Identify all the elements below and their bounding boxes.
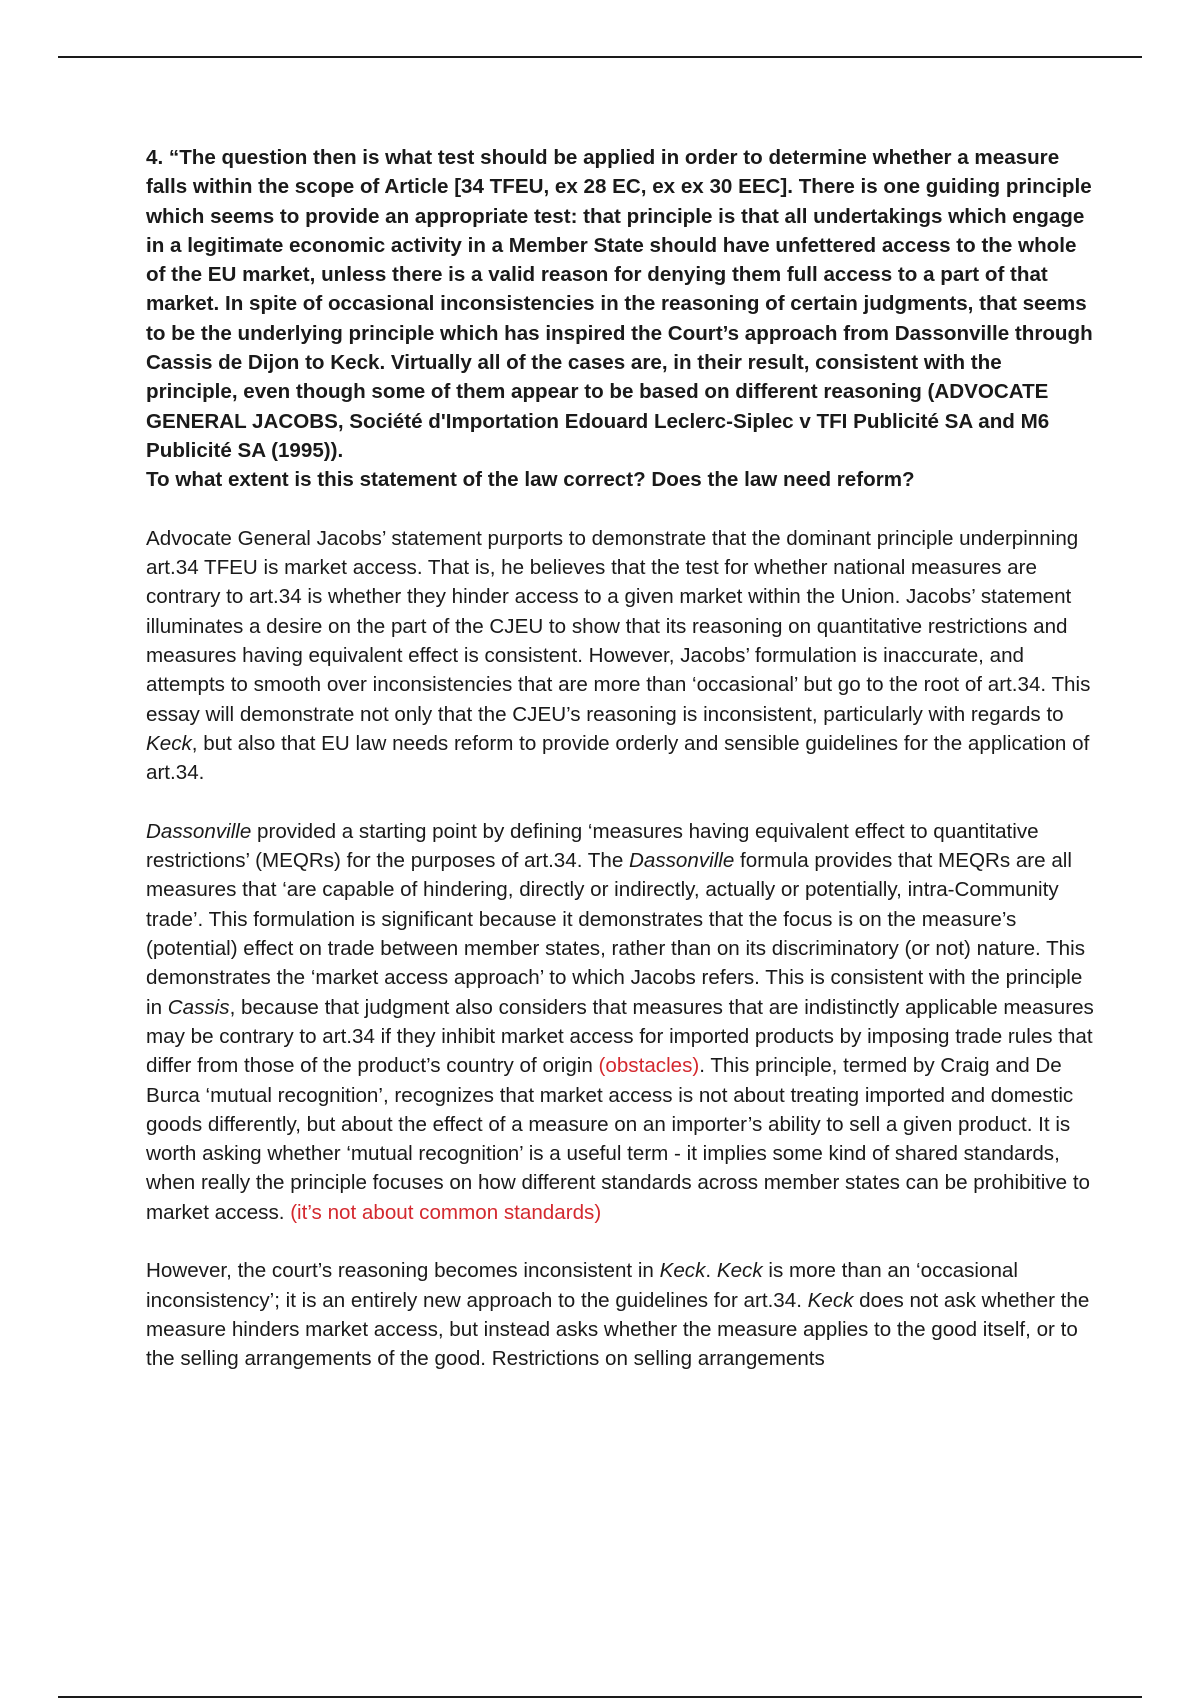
paragraph-text: , because that judgment also considers that measures that are indistinctly applicable measures may be contrary to art.34 if they inhibit market access for imported products by imposing trade rules that differ from those of the product’s country of origin — [146, 995, 1094, 1078]
annotation-note: (it’s not about common standards) — [290, 1200, 602, 1224]
paragraph-dassonville — [146, 817, 1096, 1227]
annotation-note: (obstacles) — [598, 1054, 700, 1078]
case-name: Cassis — [167, 995, 230, 1019]
header-rule — [58, 56, 1142, 58]
paragraph-text: provided a starting point by defining ‘measures having equivalent effect to quantitative restrictions’ (MEQRs) for the purposes of art.34. The — [146, 819, 1039, 873]
essay-question — [146, 143, 1096, 495]
paragraph-keck — [146, 1256, 1096, 1373]
paragraph-intro-end: , but also that EU law needs reform to provide orderly and sensible guidelines for the application of art.34. — [146, 731, 1090, 785]
paragraph-text: does not ask whether the measure hinders market access, but instead asks whether the measure applies to the good itself, or to the selling arrangements of the good. Restrictions on selling arrangements — [146, 1288, 1090, 1371]
paragraph-text: is more than an ‘occasional inconsistency’; it is an entirely new approach to the guidelines for art.34. — [146, 1259, 1018, 1312]
paragraph-text: . This principle, termed by Craig and De Burca ‘mutual recognition’, recognizes that market access is not about treating imported and domestic goods differently, but about the effect of a measure on an importer’s ability to sell a given product. It is worth asking whether ‘mutual recognition’ is a useful term - it implies some kind of shared standards, when really the principle focuses on how different standards across member states can be prohibitive to market access. — [146, 1054, 1091, 1224]
question-prompt: To what extent is this statement of the law correct? Does the law need reform? — [146, 468, 915, 492]
case-name: Dassonville — [146, 819, 252, 843]
paragraph-intro — [146, 524, 1096, 788]
footer-rule — [58, 1696, 1142, 1698]
case-name: Keck — [146, 731, 192, 755]
paragraph-intro-text: Advocate General Jacobs’ statement purports to demonstrate that the dominant principle underpinning art.34 TFEU is market access. That is, he believes that the test for whether national measures are contrary to art.34 is whether they hinder access to a given market within the Union. Jacobs’ statement illuminates a desire on the part of the CJEU to show that its reasoning on quantitative restrictions and measures having equivalent effect is consistent. However, Jacobs’ formulation is inaccurate, and attempts to smooth over inconsistencies that are more than ‘occasional’ but go to the root of art.34. This essay will demonstrate not only that the CJEU’s reasoning is inconsistent, particularly with regards to — [146, 526, 1091, 726]
document-body — [146, 143, 1096, 1373]
paragraph-text: formula provides that MEQRs are all measures that ‘are capable of hindering, directly or indirectly, actually or potentially, intra-Community trade’. This formulation is significant because it demonstrates that the focus is on the measure’s (potential) effect on trade between member states, rather than on its discriminatory (or not) nature. This demonstrates the ‘market access approach’ to which Jacobs refers. This is consistent with the principle in — [146, 849, 1085, 1019]
case-name: Keck — [716, 1259, 763, 1283]
case-name: Keck — [807, 1288, 854, 1312]
case-name: Keck — [659, 1259, 706, 1283]
paragraph-text: However, the court’s reasoning becomes inconsistent in — [146, 1259, 660, 1283]
question-quote: 4. “The question then is what test should be applied in order to determine whether a measure falls within the scope of Article [34 TFEU, ex 28 EC, ex ex 30 EEC]. There is one guiding principle which seems to provide an appropriate test: that principle is that all undertakings which engage in a legitimate economic activity in a Member State should have unfettered access to the whole of the EU market, unless there is a valid reason for denying them full access to a part of that market. In spite of occasional inconsistencies in the reasoning of certain judgments, that seems to be the underlying principle which has inspired the Court’s approach from Dassonville through Cassis de Dijon to Keck. Virtually all of the cases are, in their result, consistent with the principle, even though some of them appear to be based on different reasoning (ADVOCATE GENERAL JACOBS, Société d'Importation Edouard Leclerc-Siplec v TFI Publicité SA and M6 Publicité SA (1995)). — [146, 146, 1093, 462]
case-name: Dassonville — [629, 849, 735, 873]
paragraph-text: . — [705, 1259, 717, 1283]
